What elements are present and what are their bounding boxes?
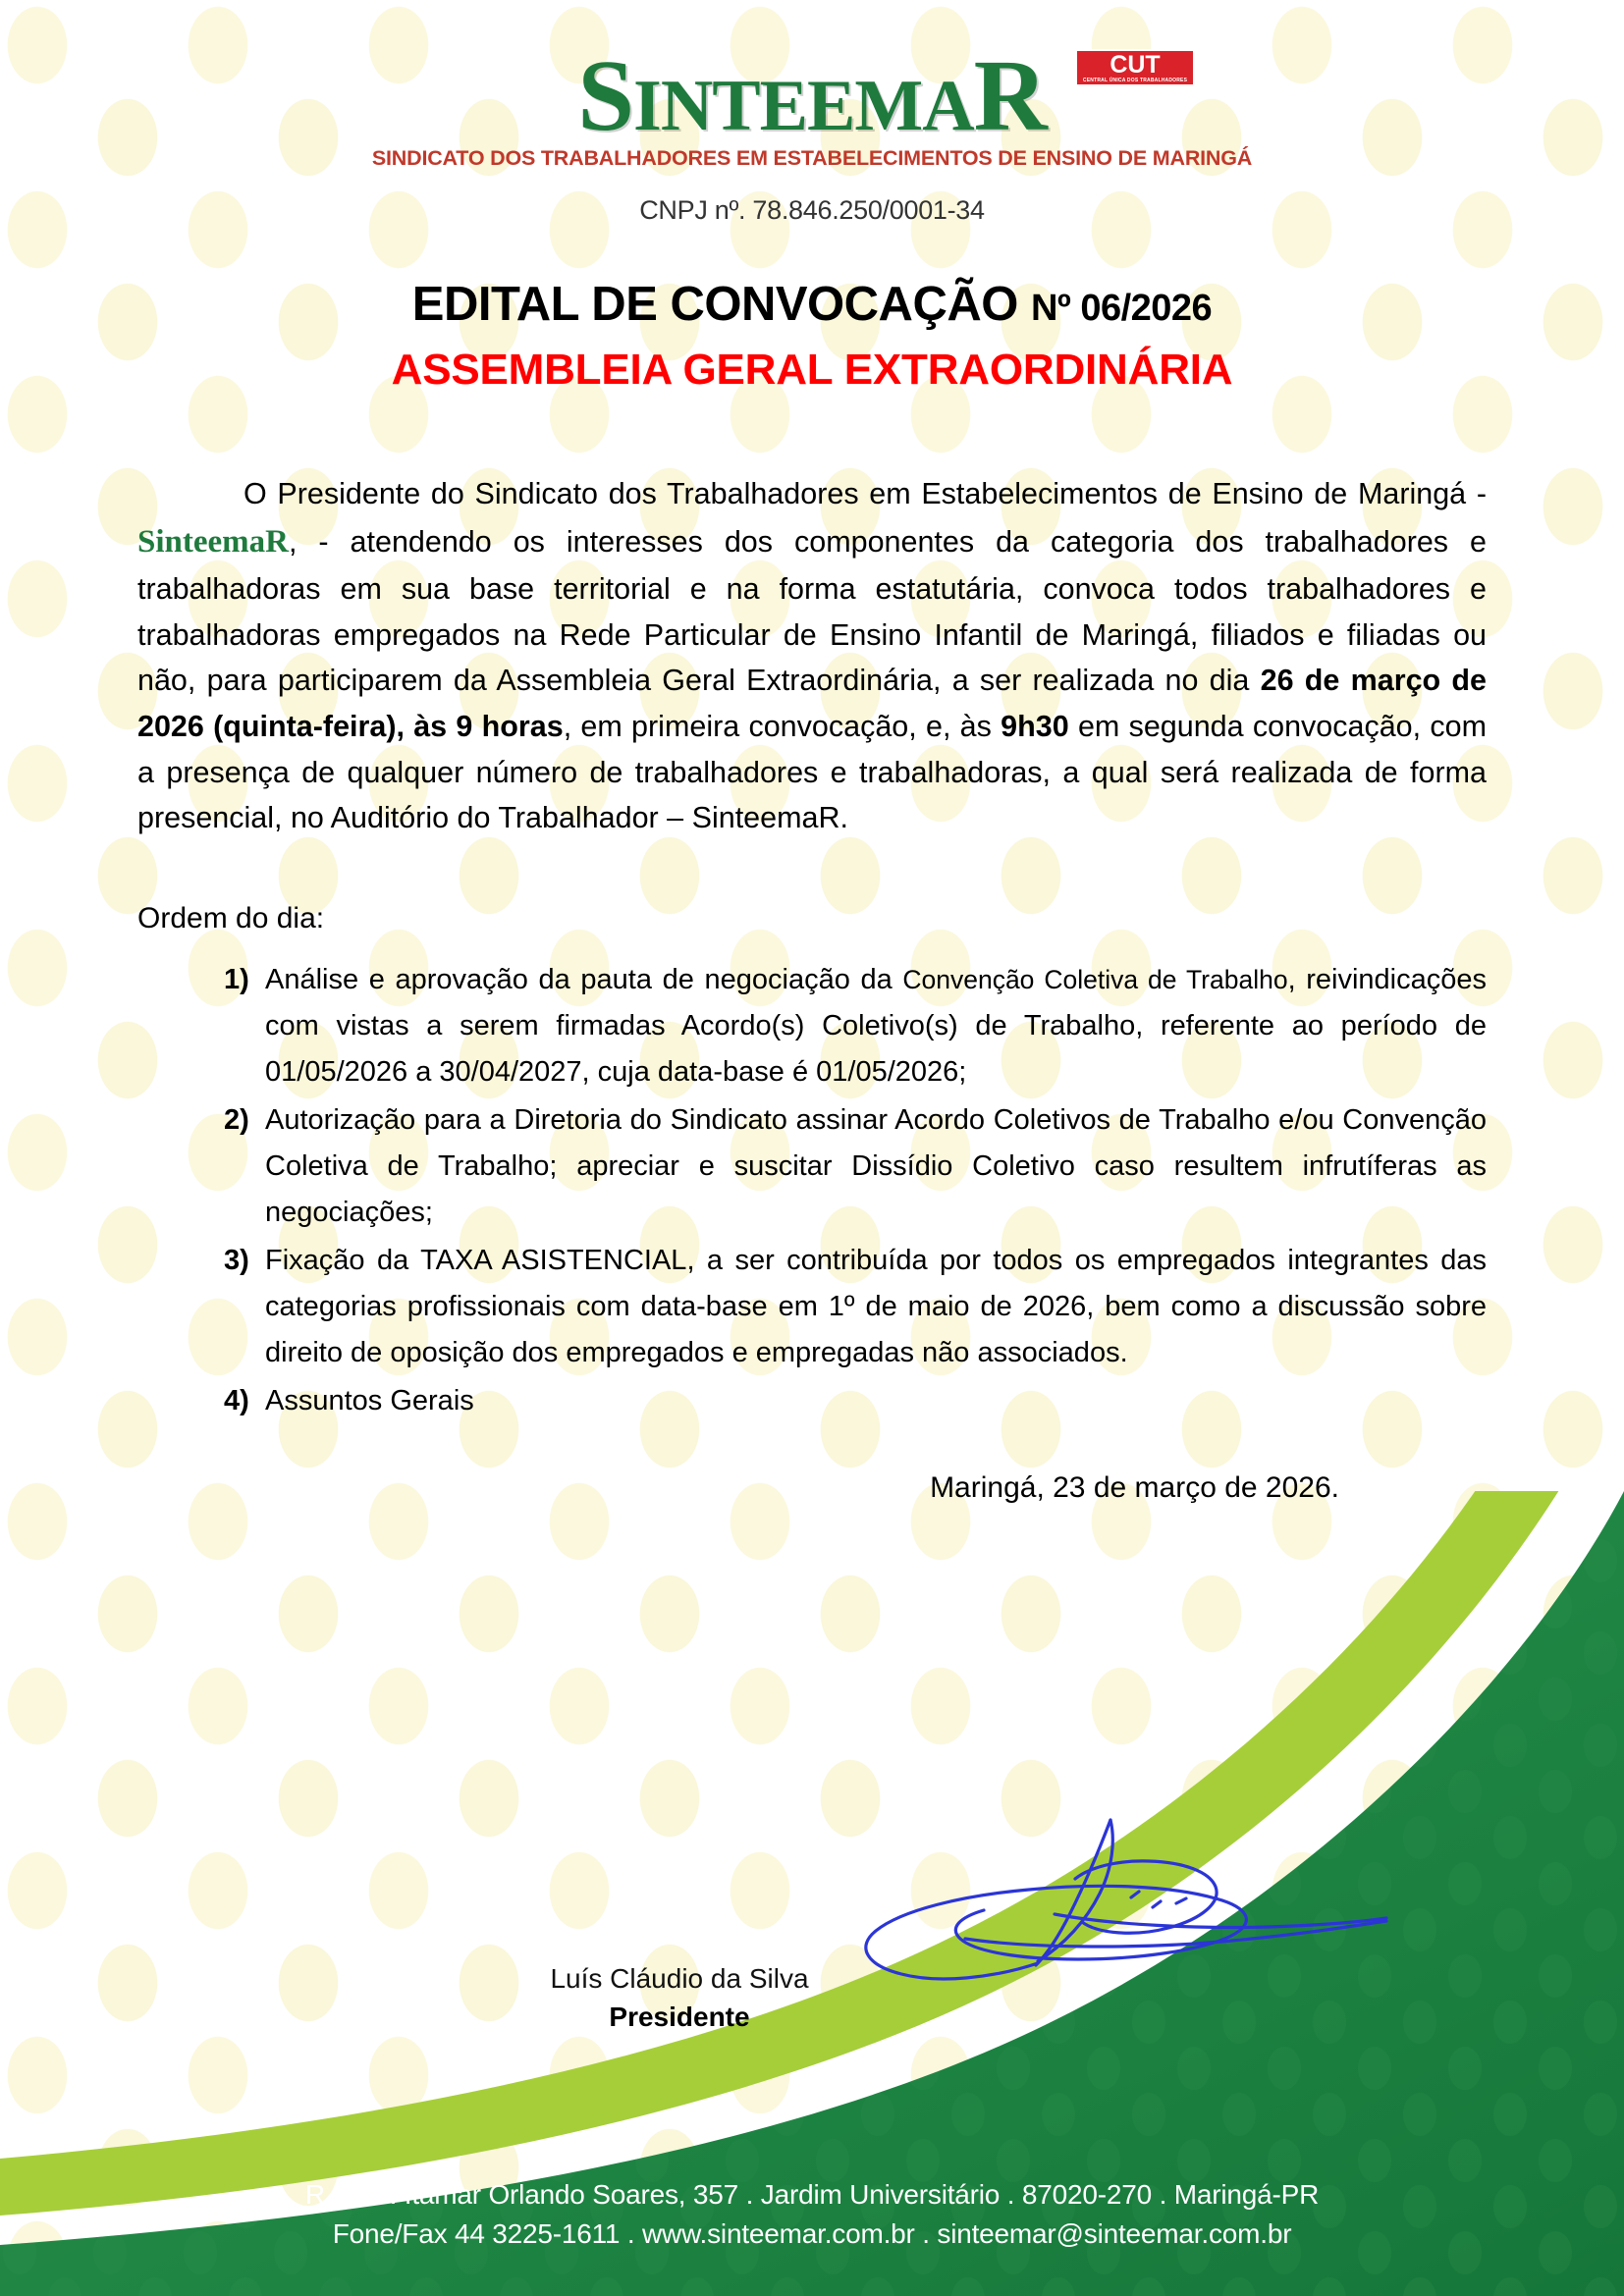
document-subtitle: ASSEMBLEIA GERAL EXTRAORDINÁRIA bbox=[391, 346, 1233, 394]
agenda-item-2 bbox=[224, 1097, 1487, 1236]
logo bbox=[371, 39, 1253, 170]
signature-area bbox=[0, 1801, 1624, 2086]
logo-subtitle: SINDICATO DOS TRABALHADORES EM ESTABELECIMENTOS DE ENSINO DE MARINGÁ bbox=[371, 146, 1253, 170]
cnpj-line: CNPJ nº. 78.846.250/0001-34 bbox=[639, 195, 985, 225]
agenda-label: Ordem do dia: bbox=[137, 902, 325, 935]
agenda-item-3 bbox=[224, 1238, 1487, 1376]
footer-contact bbox=[0, 2175, 1624, 2255]
paragraph-segment-4: em segunda convocação, com a presença de qualquer número de trabalhadores e trabalhadoras, a qual será realizada de forma presencial, no Auditório do Trabalhador – SinteemaR. bbox=[137, 710, 1487, 835]
footer-address: R. Prof. Itamar Orlando Soares, 357 . Jardim Universitário . 87020-270 . Maringá-PR bbox=[304, 2178, 1320, 2210]
cut-sublabel: CENTRAL ÚNICA DOS TRABALHADORES bbox=[1082, 77, 1188, 83]
agenda-item-4-tail: Assuntos Gerais bbox=[265, 1384, 474, 1416]
agenda-item-1-tail: , reivindicações com vistas a serem firmadas Acordo(s) Coletivo(s) de Trabalho, referente ao período de 01/05/2026 a 30/04/2027, cuja data-base é 01/05/2026; bbox=[265, 964, 1488, 1089]
logo-letter-s: S bbox=[577, 39, 634, 152]
place-and-date: Maringá, 23 de março de 2026. bbox=[930, 1470, 1339, 1504]
agenda-item-1 bbox=[224, 957, 1487, 1095]
logo-letters-middle: INTEEMA bbox=[633, 66, 974, 146]
document-title-number: Nº 06/2026 bbox=[1030, 288, 1213, 329]
agenda-item-1-lead: Análise e aprovação da pauta de negociação da bbox=[265, 964, 903, 996]
handwritten-signature-icon bbox=[837, 1811, 1475, 1988]
document-title-prefix: EDITAL DE CONVOCAÇÃO bbox=[411, 278, 1031, 331]
organization-header bbox=[0, 0, 1624, 226]
assembly-date: 26 de março de 2026 (quinta-feira), às 9 horas bbox=[137, 664, 1487, 744]
paragraph-segment-3: , em primeira convocação, e, às bbox=[563, 710, 1001, 744]
document-title bbox=[0, 277, 1624, 332]
intro-paragraph bbox=[137, 471, 1487, 841]
signatory-name: Luís Cláudio da Silva bbox=[550, 1963, 809, 1994]
paragraph-segment-1: O Presidente do Sindicato dos Trabalhadores em Estabelecimentos de Ensino de Maringá - bbox=[244, 477, 1487, 510]
cut-logo-badge bbox=[1075, 49, 1195, 86]
agenda-item-4 bbox=[224, 1378, 1487, 1424]
agenda-list bbox=[137, 957, 1487, 1424]
cut-label: CUT bbox=[1110, 51, 1161, 79]
agenda-item-1-emphasis: Convenção Coletiva de Trabalho bbox=[902, 965, 1288, 995]
logo-letter-r: R bbox=[973, 39, 1047, 152]
document-body bbox=[137, 471, 1487, 1505]
agenda-item-3-tail: Fixação da TAXA ASISTENCIAL, a ser contribuída por todos os empregados integrantes das categorias profissionais com data-base em 1º de maio de 2026, bem como a discussão sobre direito de oposição dos empregados e empregadas não associados. bbox=[265, 1244, 1487, 1368]
footer-contact-line: Fone/Fax 44 3225-1611 . www.sinteemar.com.br . sinteemar@sinteemar.com.br bbox=[332, 2218, 1292, 2250]
agenda-item-2-tail: Autorização para a Diretoria do Sindicato assinar Acordo Coletivos de Trabalho e/ou Convenção Coletiva de Trabalho; apreciar e suscitar Dissídio Coletivo caso resultem infrutíferas as negociações; bbox=[265, 1103, 1487, 1228]
paragraph-segment-2: , - atendendo os interesses dos componentes da categoria dos trabalhadores e trabalhadoras em sua base territorial e na forma estatutária, convoca todos trabalhadores e trabalhadoras empregados na Rede Particular de Ensino Infantil de Maringá, filiados e filiadas ou não, para participarem da Assembleia Geral Extraordinária, a ser realizada no dia bbox=[137, 524, 1487, 698]
brand-name-inline: SinteemaR bbox=[137, 523, 289, 560]
second-call-time: 9h30 bbox=[1001, 710, 1069, 744]
signatory-role: Presidente bbox=[609, 2002, 750, 2032]
